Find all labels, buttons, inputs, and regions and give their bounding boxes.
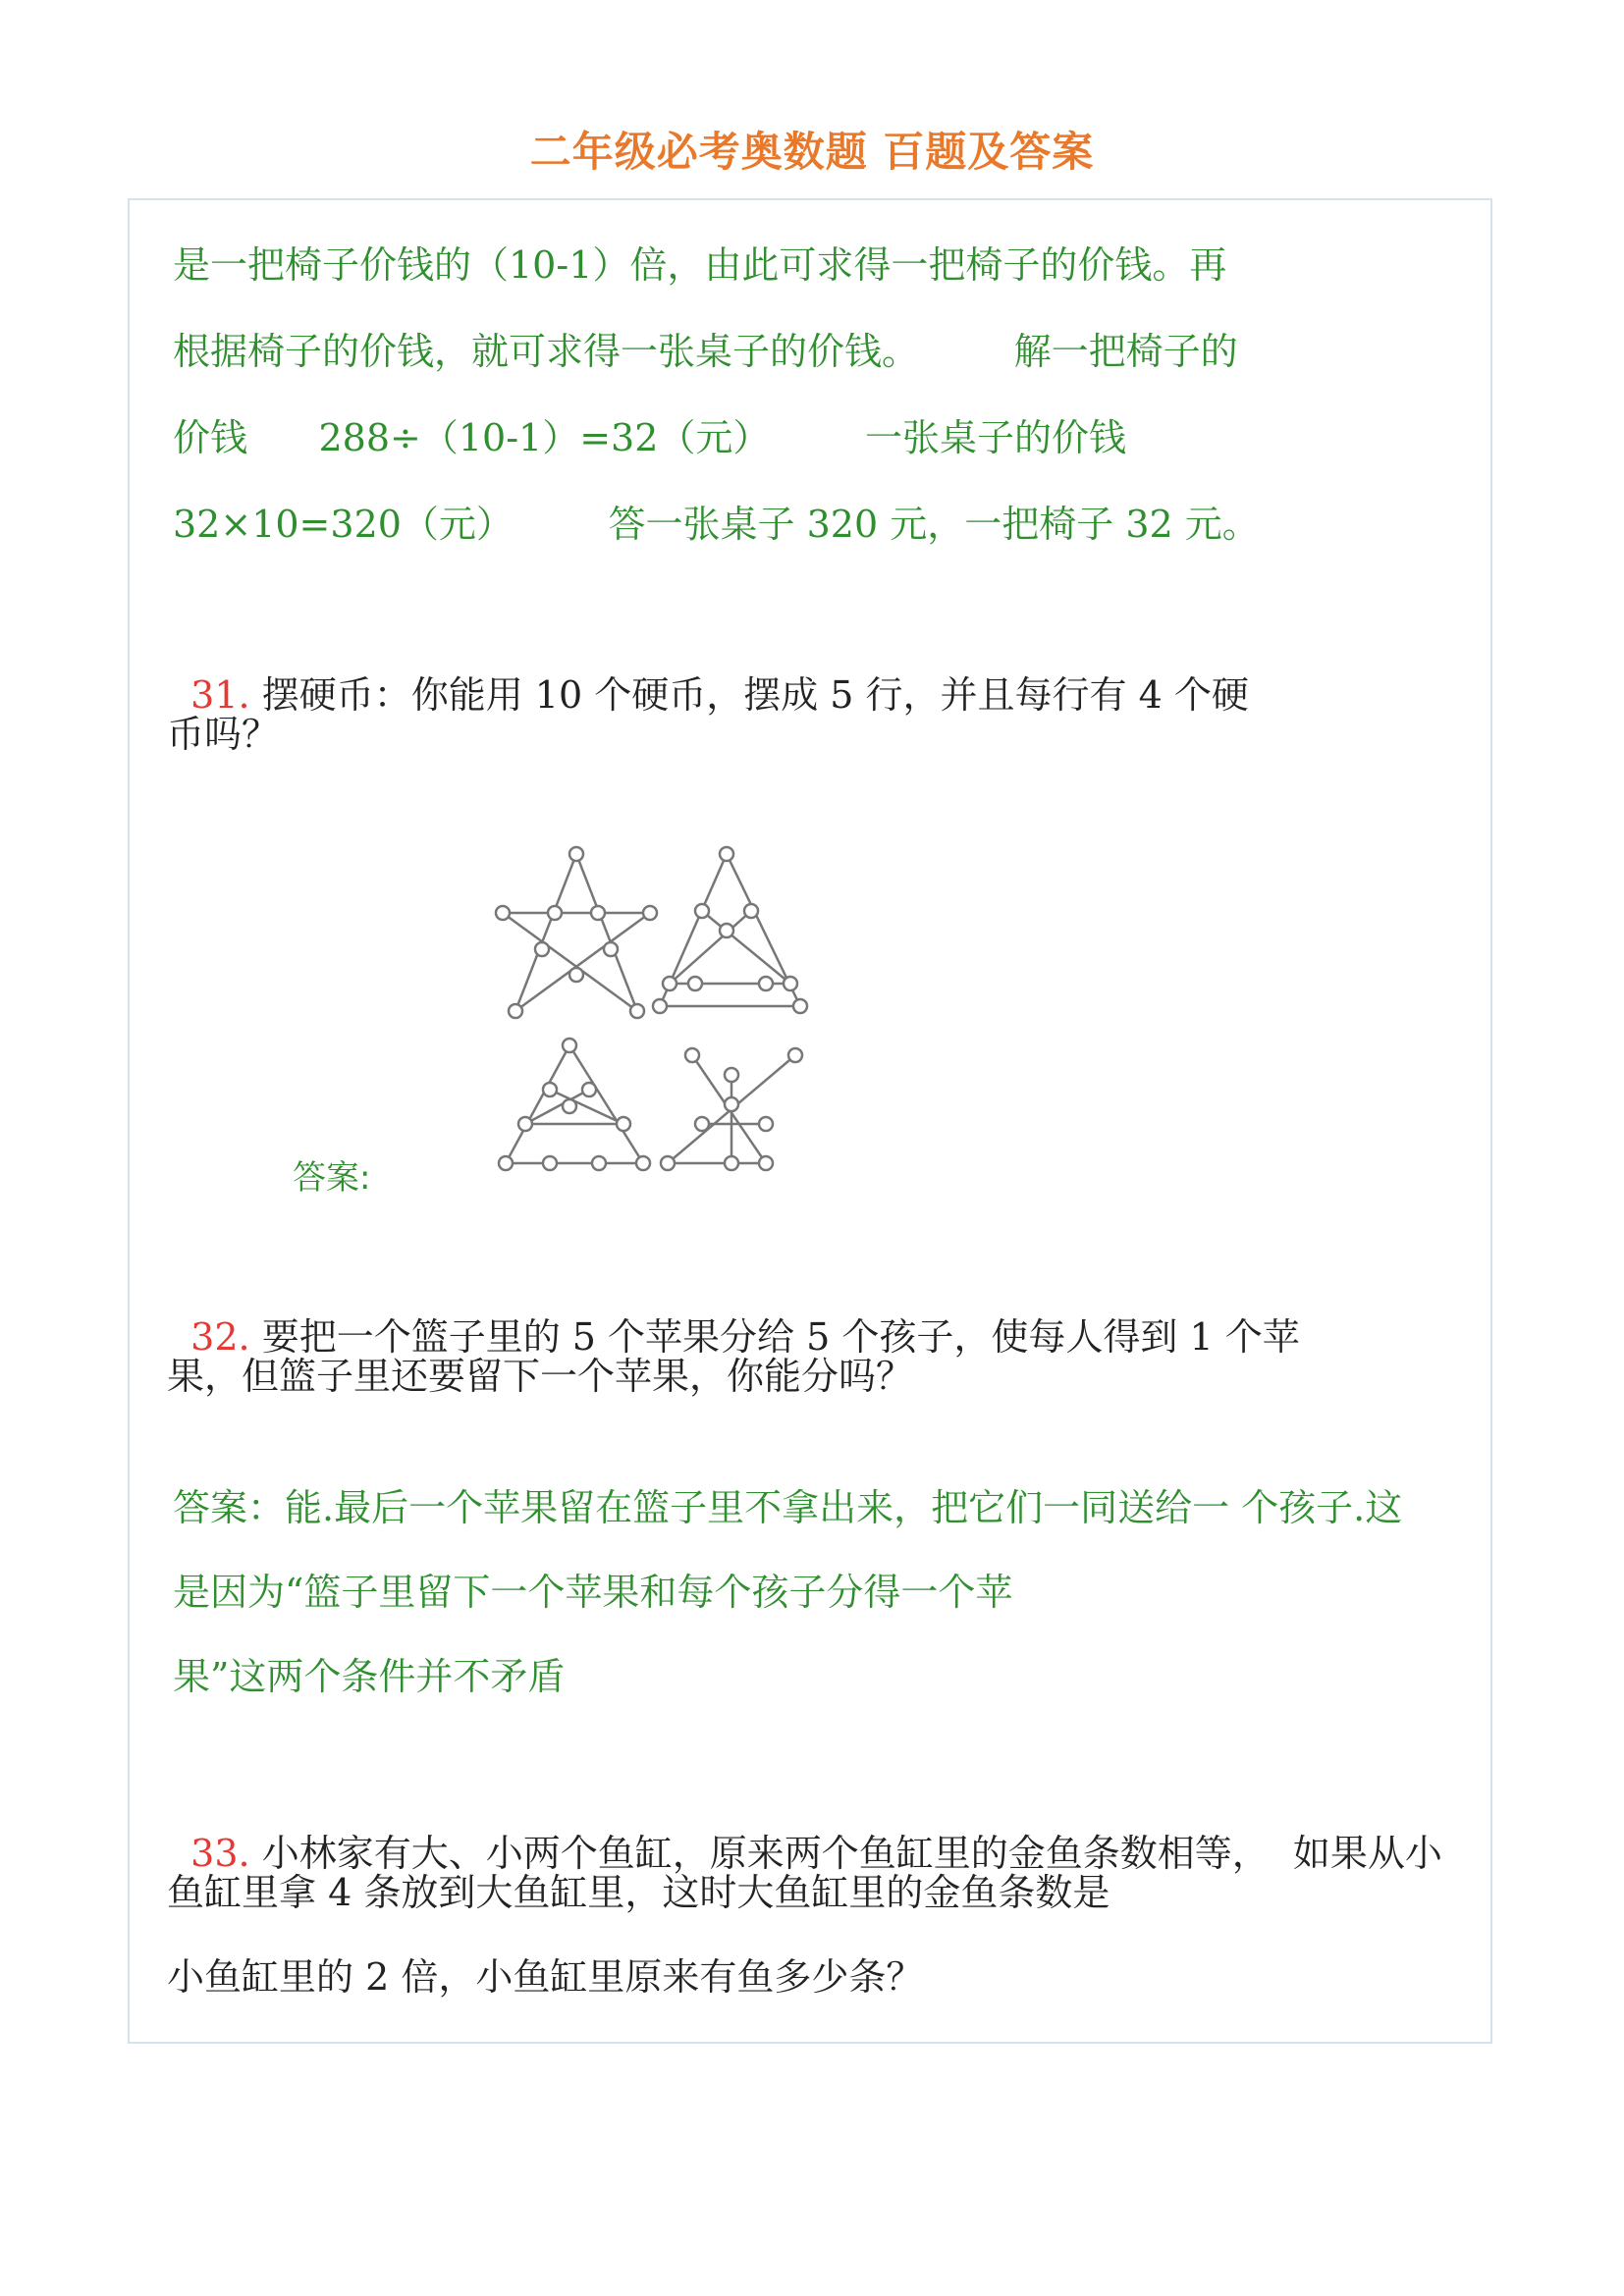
coin	[759, 977, 773, 990]
q33-text-1: 小林家有大、小两个鱼缸，原来两个鱼缸里的金鱼条数相等， 如果从小	[261, 1832, 1442, 1875]
coin	[720, 924, 733, 937]
coin	[543, 1083, 557, 1096]
coin	[509, 1004, 522, 1018]
coin	[784, 977, 797, 990]
q32-answer-line-1: 答案：能.最后一个苹果留在篮子里不拿出来，把它们一同送给一 个孩子.这	[173, 1486, 1403, 1529]
coin	[744, 904, 758, 918]
coin	[725, 1068, 738, 1082]
q32-line-1	[167, 1266, 1300, 1361]
coin	[695, 904, 709, 918]
coin	[592, 1156, 606, 1170]
prev-answer-line-2: 根据椅子的价钱，就可求得一张桌子的价钱。 解一把椅子的	[173, 330, 1238, 373]
coin	[630, 1004, 644, 1018]
coin	[604, 942, 618, 956]
q31-number: 31.	[190, 673, 250, 717]
q31-answer-label: 答案:	[293, 1158, 371, 1198]
triangle-edge	[670, 911, 751, 984]
coin	[663, 977, 677, 990]
q31-text-1: 摆硬币：你能用 10 个硬币，摆成 5 行，并且每行有 4 个硬	[261, 673, 1249, 717]
prev-answer-line-4: 32×10=320（元） 答一张桌子 320 元，一把椅子 32 元。	[173, 503, 1260, 546]
q33-number: 33.	[190, 1832, 250, 1875]
q32-answer-line-3: 果”这两个条件并不矛盾	[173, 1655, 566, 1698]
figure-lines	[503, 854, 800, 1163]
coin	[535, 942, 549, 956]
coin	[548, 906, 562, 920]
prev-answer-line-1: 是一把椅子价钱的（10-1）倍，由此可求得一把椅子的价钱。再	[173, 243, 1227, 287]
coin	[725, 1097, 738, 1111]
coin	[518, 1117, 532, 1131]
coin	[759, 1117, 773, 1131]
coin	[788, 1048, 802, 1062]
coin-nodes	[496, 847, 807, 1170]
coin	[695, 1117, 709, 1131]
coin	[759, 1156, 773, 1170]
coin	[617, 1117, 630, 1131]
coin	[499, 1156, 513, 1170]
q32-number: 32.	[190, 1315, 250, 1359]
coin	[725, 1156, 738, 1170]
coin	[688, 977, 702, 990]
coin	[643, 906, 657, 920]
q32-line-2: 果，但篮子里还要留下一个苹果，你能分吗？	[167, 1355, 914, 1398]
coin	[793, 999, 807, 1013]
q31-line-1	[167, 624, 1249, 719]
coin-arrangement-figure	[481, 839, 844, 1173]
coin	[543, 1156, 557, 1170]
coin	[563, 1039, 576, 1052]
q31-line-2: 币吗？	[167, 713, 280, 756]
coin	[569, 968, 583, 982]
coin	[591, 906, 605, 920]
coin	[653, 999, 667, 1013]
q33-line-1	[167, 1783, 1442, 1877]
coin	[661, 1156, 675, 1170]
coin	[582, 1083, 596, 1096]
coin	[636, 1156, 650, 1170]
coin	[685, 1048, 699, 1062]
triangle-edge	[702, 911, 790, 984]
q32-answer-line-2: 是因为“篮子里留下一个苹果和每个孩子分得一个苹	[173, 1571, 1013, 1614]
prev-answer-line-3: 价钱 288÷（10-1）=32（元） 一张桌子的价钱	[173, 416, 1127, 459]
coin	[720, 847, 733, 861]
coin	[563, 1099, 576, 1113]
q33-line-2: 鱼缸里拿 4 条放到大鱼缸里，这时大鱼缸里的金鱼条数是	[167, 1871, 1110, 1914]
page-title: 二年级必考奥数题 百题及答案	[529, 128, 1095, 176]
q32-text-1: 要把一个篮子里的 5 个苹果分给 5 个孩子，使每人得到 1 个苹	[261, 1315, 1300, 1359]
q33-line-3: 小鱼缸里的 2 倍，小鱼缸里原来有鱼多少条？	[167, 1955, 924, 1999]
coin	[569, 847, 583, 861]
coin	[496, 906, 510, 920]
